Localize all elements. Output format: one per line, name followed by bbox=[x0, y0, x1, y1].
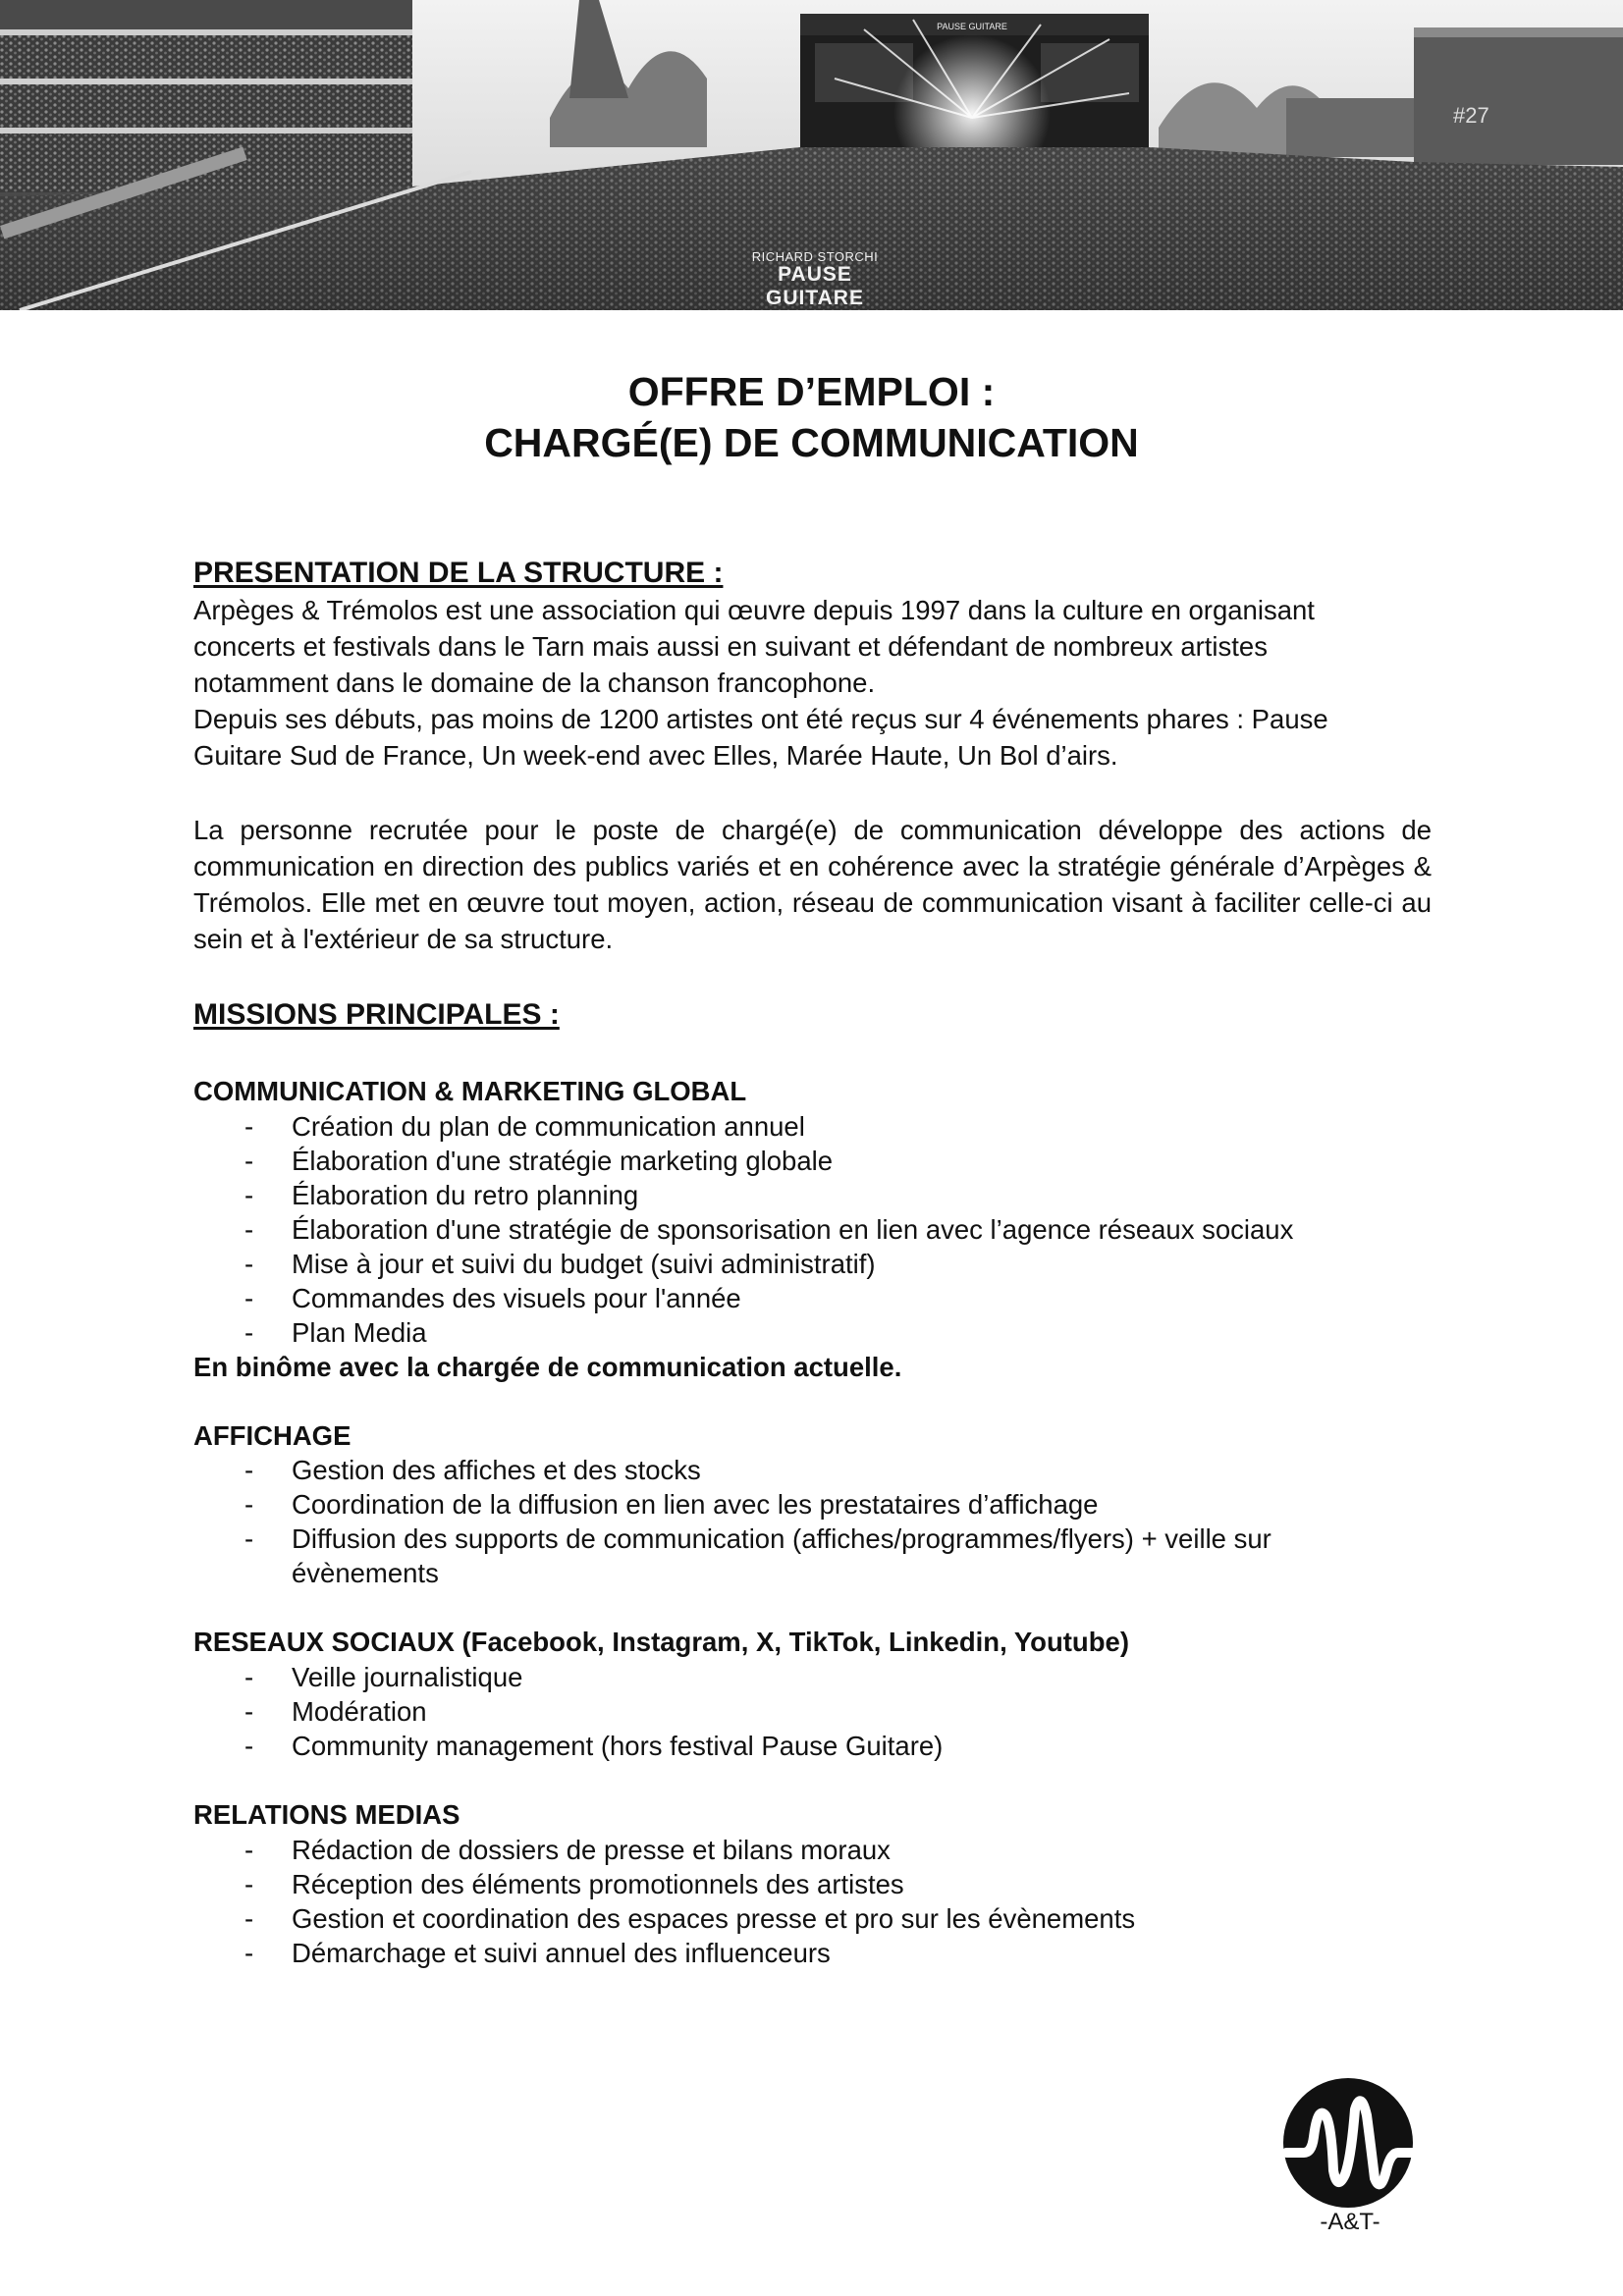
presentation-line: Arpèges & Trémolos est une association qui œuvre depuis 1997 dans la culture en organisant bbox=[193, 595, 1315, 625]
missions-heading: MISSIONS PRINCIPALES : bbox=[193, 998, 560, 1031]
sound-wave-circle-icon bbox=[1276, 2076, 1424, 2214]
list-item: - Élaboration du retro planning bbox=[244, 1180, 639, 1210]
list-item: - Veille journalistique bbox=[244, 1662, 523, 1692]
mission-group-note: En binôme avec la chargée de communication actuelle. bbox=[193, 1352, 902, 1382]
mission-list bbox=[193, 1453, 1432, 1590]
list-item: - Élaboration d'une stratégie de sponsorisation en lien avec l’agence réseaux sociaux bbox=[244, 1214, 1294, 1245]
presentation-paragraph bbox=[193, 592, 1432, 774]
list-item: - Commandes des visuels pour l'année bbox=[244, 1283, 741, 1313]
list-item: - Coordination de la diffusion en lien avec les prestataires d’affichage bbox=[244, 1489, 1099, 1520]
list-item: - Diffusion des supports de communication (affiches/programmes/flyers) + veille sur bbox=[244, 1523, 1271, 1554]
mission-group-title: COMMUNICATION & MARKETING GLOBAL bbox=[193, 1076, 747, 1106]
building-number: #27 bbox=[1453, 103, 1489, 128]
list-item: - Mise à jour et suivi du budget (suivi administratif) bbox=[244, 1249, 876, 1279]
page-title-line-2: CHARGÉ(E) DE COMMUNICATION bbox=[484, 420, 1139, 465]
list-item: - Démarchage et suivi annuel des influenceurs bbox=[244, 1938, 831, 1968]
presentation-line: Depuis ses débuts, pas moins de 1200 artistes ont été reçus sur 4 événements phares : Pause bbox=[193, 704, 1328, 734]
logo-label: -A&T- bbox=[1320, 2209, 1380, 2235]
presentation-line: Guitare Sud de France, Un week-end avec Elles, Marée Haute, Un Bol d’airs. bbox=[193, 740, 1118, 771]
photo-credit: RICHARD STORCHI bbox=[751, 249, 879, 264]
list-item: - Modération bbox=[244, 1696, 427, 1727]
mission-list bbox=[193, 1833, 1432, 1970]
list-item-continuation: évènements bbox=[292, 1558, 439, 1588]
event-logo: PAUSE GUITARE bbox=[766, 263, 864, 309]
role-description: La personne recrutée pour le poste de chargé(e) de communication développe des actions de communication en direction des publics variés et en cohérence avec la stratégie générale d’Arpèges & Trémolos. Elle met en œuvre tout moyen, action, réseau de communication visant à faciliter celle-ci au sein et à l'extérieur de sa structure. bbox=[193, 815, 1432, 954]
list-item: - Réception des éléments promotionnels des artistes bbox=[244, 1869, 904, 1899]
list-item: - Création du plan de communication annuel bbox=[244, 1111, 805, 1142]
stage-sign-center: PAUSE GUITARE bbox=[937, 22, 1007, 31]
list-item: - Gestion et coordination des espaces presse et pro sur les évènements bbox=[244, 1903, 1136, 1934]
mission-group-title: RELATIONS MEDIAS bbox=[193, 1799, 460, 1830]
header-banner-photo bbox=[0, 0, 1623, 310]
list-item: - Élaboration d'une stratégie marketing globale bbox=[244, 1146, 834, 1176]
presentation-heading: PRESENTATION DE LA STRUCTURE : bbox=[193, 557, 724, 589]
mission-list bbox=[193, 1109, 1432, 1350]
list-item: - Rédaction de dossiers de presse et bilans moraux bbox=[244, 1835, 891, 1865]
presentation-line: notamment dans le domaine de la chanson francophone. bbox=[193, 667, 876, 698]
mission-list bbox=[193, 1660, 1432, 1763]
page-title-line-1: OFFRE D’EMPLOI : bbox=[627, 369, 996, 414]
list-item: - Gestion des affiches et des stocks bbox=[244, 1455, 701, 1485]
mission-group-title: RESEAUX SOCIAUX (Facebook, Instagram, X, TikTok, Linkedin, Youtube) bbox=[193, 1627, 1129, 1657]
presentation-line: concerts et festivals dans le Tarn mais aussi en suivant et défendant de nombreux artistes bbox=[193, 631, 1268, 662]
list-item: - Community management (hors festival Pause Guitare) bbox=[244, 1731, 944, 1761]
mission-group-title: AFFICHAGE bbox=[193, 1420, 352, 1451]
list-item: - Plan Media bbox=[244, 1317, 427, 1348]
